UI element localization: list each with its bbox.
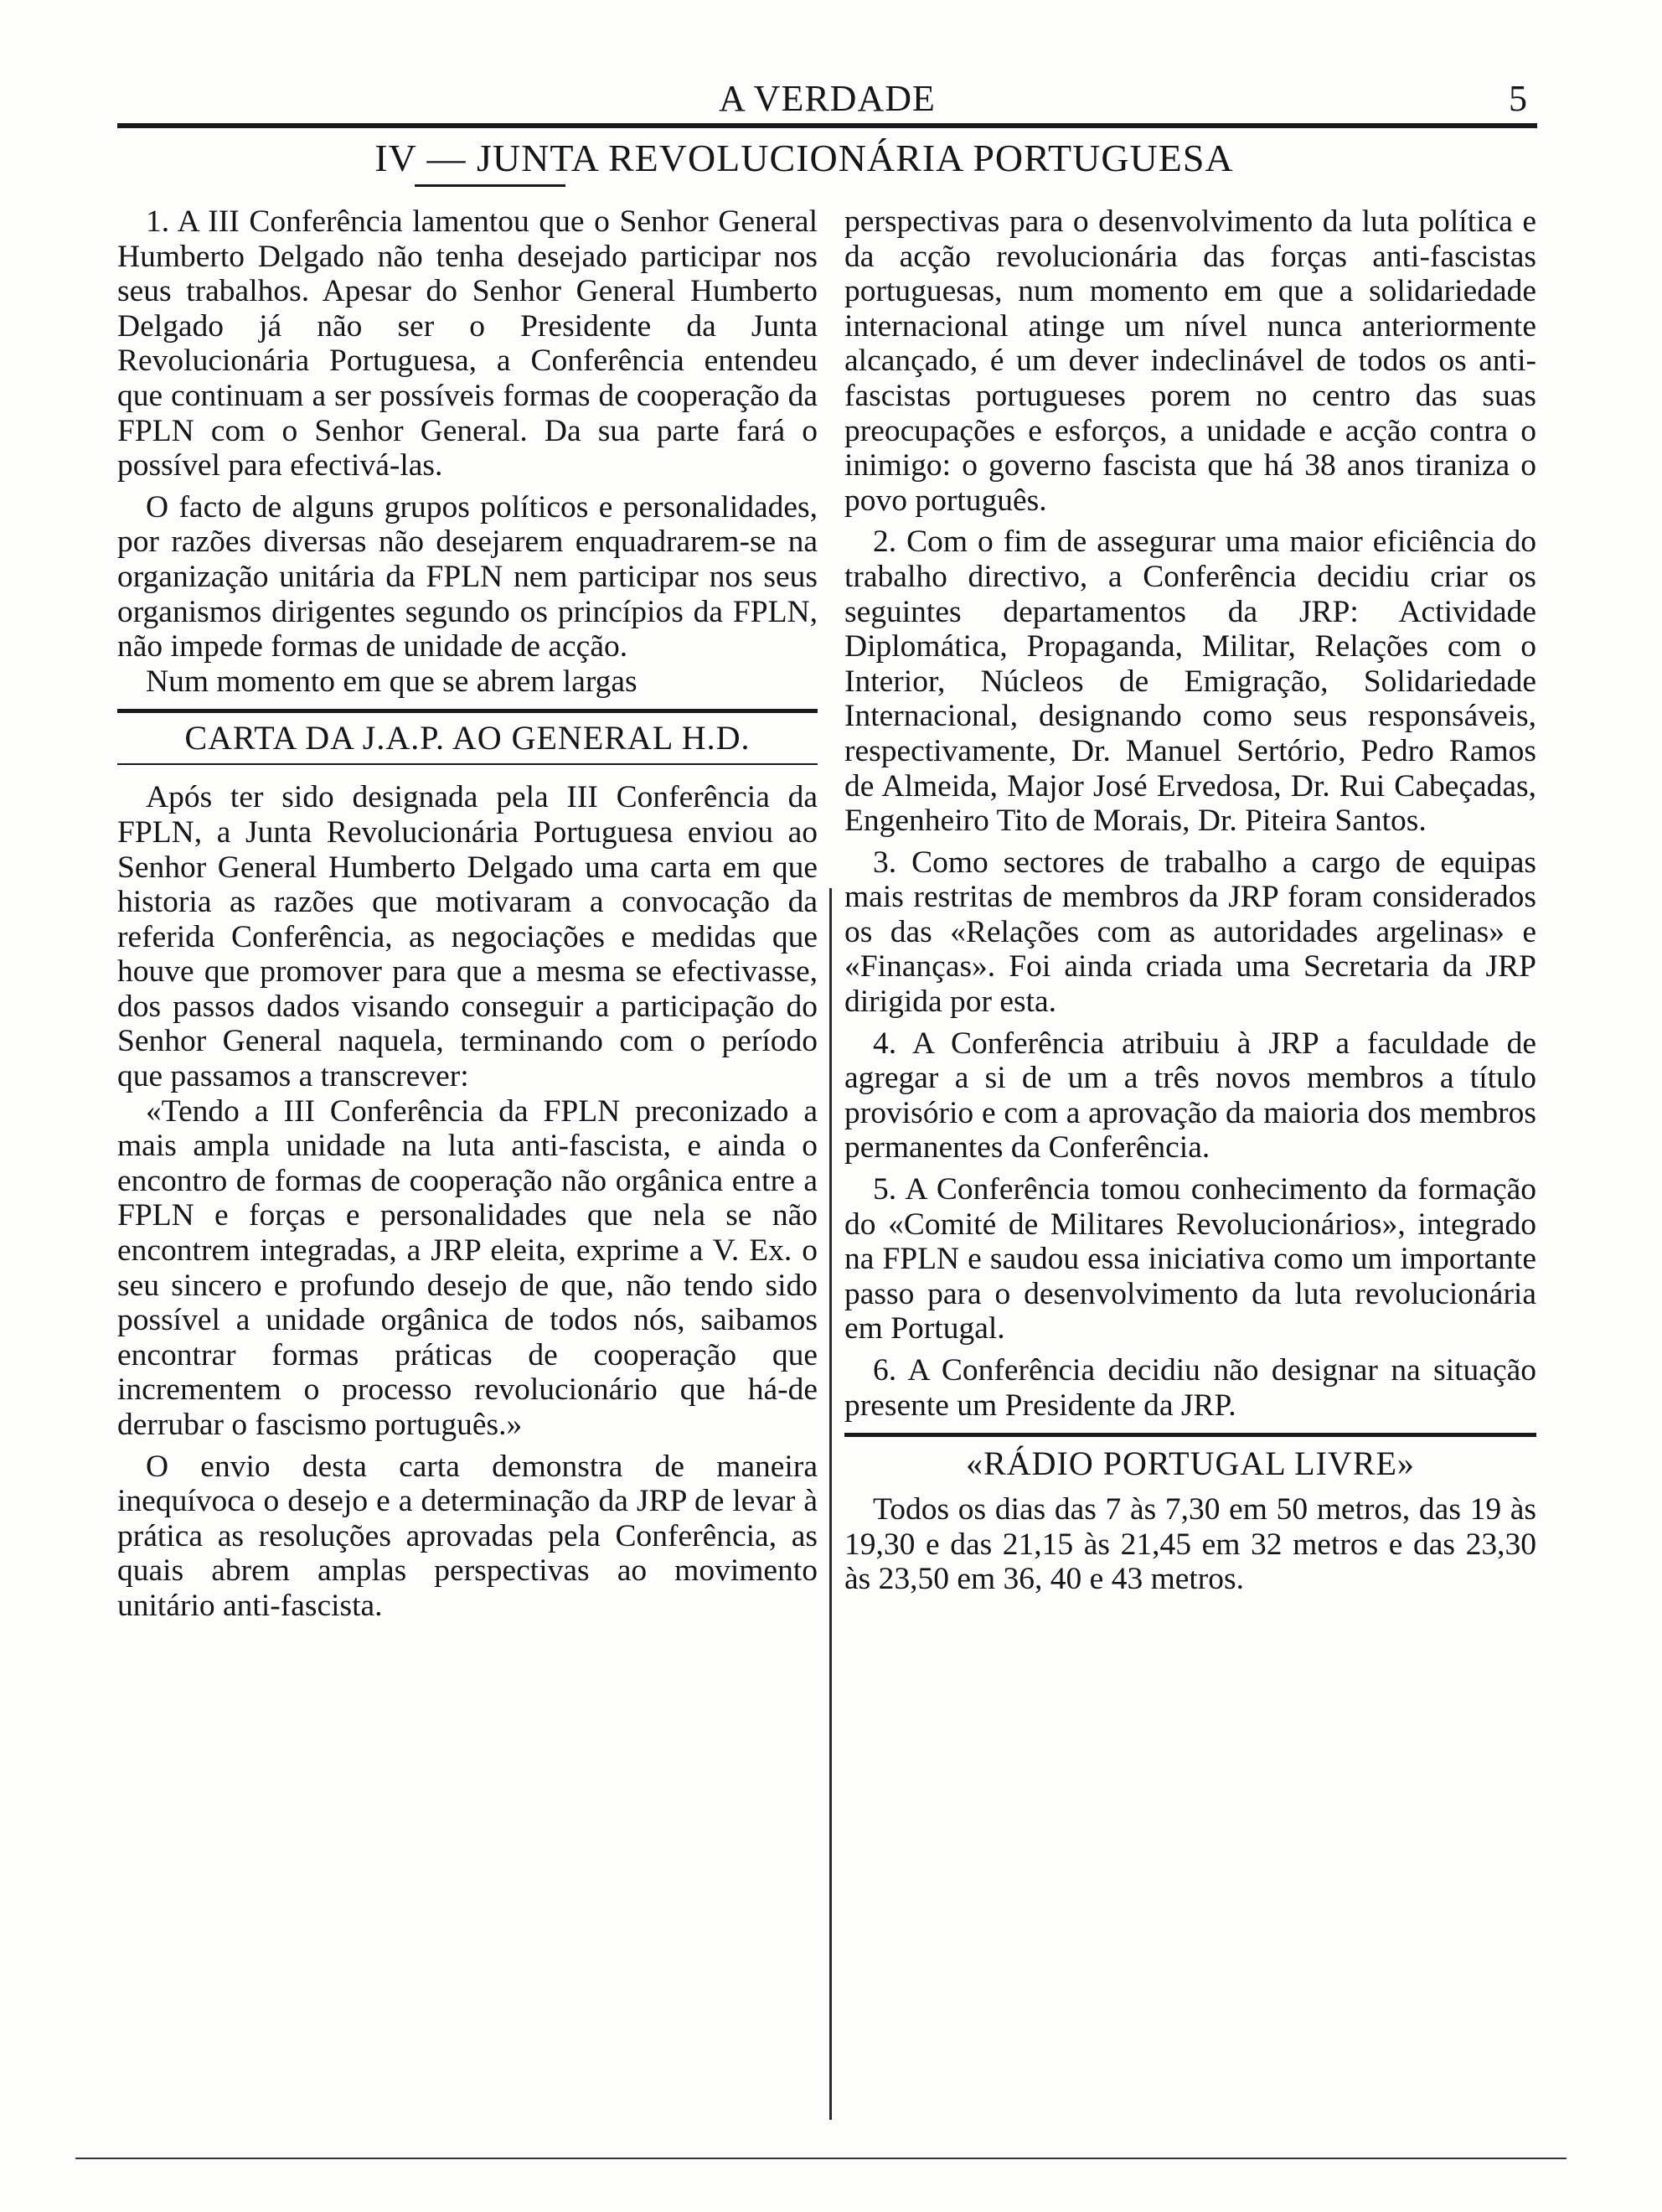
right-paragraph-2: 2. Com o fim de assegurar uma maior eficiência do trabalho directivo, a Conferência decidiu criar os seguintes departamentos da JRP: Actividade Diplomática, Propaganda, Militar, Relações com o Interior, Núcleos de Emigração, Solidariedade Internacional, designando como seus responsáveis, respectivamente, Dr. Manuel Sertório, Pedro Ramos de Almeida, Major José Ervedosa, Dr. Rui Cabeçadas, Engenheiro Tito de Morais, Dr. Piteira Santos. [844,525,1536,839]
right-paragraph-4: 4. A Conferência atribuiu à JRP a faculdade de agregar a si de um a três novos membros a título provisório e com a aprovação da maioria dos membros permanentes da Conferência. [844,1026,1536,1165]
section-underline [415,184,565,187]
radio-text: Todos os dias das 7 às 7,30 em 50 metros, das 19 às 19,30 e das 21,15 às 21,45 em 32 metros e das 23,30 às 23,50 em 36, 40 e 43 metros. [844,1492,1536,1597]
box-column-separator [829,888,832,2120]
right-paragraph-3: 3. Como sectores de trabalho a cargo de equipas mais restritas de membros da JRP foram considerados os das «Relações com as autoridades argelinas» e «Finanças». Foi ainda criada uma Secretaria da JRP dirigida por esta. [844,845,1536,1020]
left-column [117,204,818,1624]
right-paragraph-6: 6. A Conferência decidiu não designar na situação presente um Presidente da JRP. [844,1353,1536,1423]
section-title: IV — JUNTA REVOLUCIONÁRIA PORTUGUESA [374,137,1234,179]
right-column [844,204,1536,1597]
left-paragraph-1: 1. A III Conferência lamentou que o Senhor General Humberto Delgado não tenha desejado participar nos seus trabalhos. Apesar do Senhor General Humberto Delgado já não ser o Presidente da Junta Revolucionária Portuguesa, a Conferência entendeu que continuam a ser possíveis formas de cooperação da FPLN com o Senhor General. Da sua parte fará o possível para efectivá-las. [117,204,818,483]
right-paragraph-1: perspectivas para o desenvolvimento da luta política e da acção revolucionária das forças anti-fascistas portuguesas, num momento em que a solidariedade internacional atinge um nível nunca anteriormente alcançado, é um dever indeclinável de todos os anti-fascistas portugueses porem no centro das suas preocupações e esforços, a unidade e acção contra o inimigo: o governo fascista que há 38 anos tiraniza o povo português. [844,204,1536,518]
box-paragraph-2: «Tendo a III Conferência da FPLN preconizado a mais ampla unidade na luta anti-fascista, e ainda o encontro de formas de cooperação não orgânica entre a FPLN e forças e personalidades que nela se não encontrem integradas, a JRP eleita, exprime a V. Ex. o seu sincero e profundo desejo de que, não tendo sido possível a unidade orgânica de todos nós, saibamos encontrar formas práticas de cooperação que incrementem o processo revolucionário que há-de derrubar o fascismo português.» [117,1093,818,1442]
box-title-rule [117,763,818,765]
running-title: A VERDADE [719,78,936,119]
box-top-rule [117,709,818,713]
radio-top-rule [844,1433,1536,1437]
footer-rule [75,2158,1567,2159]
page-number: 5 [1509,78,1527,119]
box-paragraph-3: O envio desta carta demonstra de maneira inequívoca o desejo e a determinação da JRP de levar à prática as resoluções aprovadas pela Conferência, as quais abrem amplas perspectivas ao movimento unitário anti-fascista. [117,1449,818,1623]
left-paragraph-2: O facto de alguns grupos políticos e personalidades, por razões diversas não desejarem enquadrarem-se na organização unitária da FPLN nem participar nos seus organismos dirigentes segundo os princípios da FPLN, não impede formas de unidade de acção. [117,489,818,664]
box-title: CARTA DA J.A.P. AO GENERAL H.D. [184,719,751,757]
box-paragraph-1: Após ter sido designada pela III Conferência da FPLN, a Junta Revolucionária Portuguesa enviou ao Senhor General Humberto Delgado uma carta em que historia as razões que motivaram a convocação da referida Conferência, as negociações e medidas que houve que promover para que a mesma se efectivasse, dos passos dados visando conseguir a participação do Senhor General naquela, terminando com o período que passamos a transcrever: [117,780,818,1094]
page-header [117,77,1537,127]
left-paragraph-3: Num momento em que se abrem largas [146,664,637,699]
radio-title: «RÁDIO PORTUGAL LIVRE» [966,1445,1415,1483]
header-rule [117,123,1537,128]
right-paragraph-5: 5. A Conferência tomou conhecimento da formação do «Comité de Militares Revolucionários», integrado na FPLN e saudou essa iniciativa como um importante passo para o desenvolvimento da luta revolucionária em Portugal. [844,1172,1536,1346]
